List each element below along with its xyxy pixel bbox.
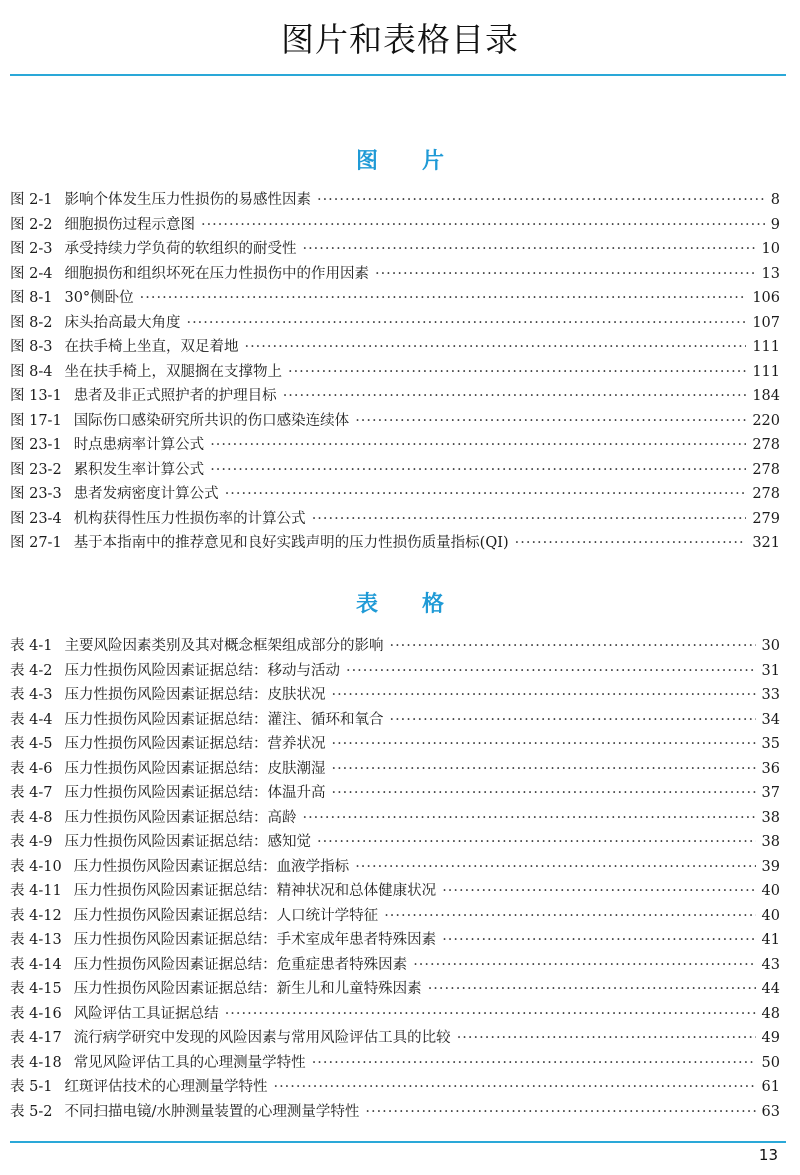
entry-page: 9 (770, 216, 780, 233)
entry-page: 40 (761, 907, 780, 924)
entry-number: 图 23-2 (10, 461, 62, 478)
leader-dots (331, 732, 755, 757)
entry-title: 压力性损伤风险因素证据总结：感知觉 (64, 834, 311, 850)
figure-entry[interactable] (10, 409, 780, 434)
entry-title: 国际伤口感染研究所共识的伤口感染连续体 (73, 412, 350, 429)
table-entry[interactable] (10, 928, 780, 953)
entry-page: 107 (752, 314, 780, 331)
leader-dots (302, 237, 755, 262)
leader-dots (331, 757, 755, 782)
entry-number: 图 8-4 (10, 363, 53, 380)
entry-page: 33 (761, 687, 780, 703)
entry-number: 图 13-1 (10, 388, 62, 404)
entry-page: 49 (761, 1030, 780, 1046)
entry-page: 106 (752, 290, 780, 306)
entry-number: 表 4-15 (10, 981, 62, 997)
entry-title: 床头抬高最大角度 (64, 314, 181, 331)
entry-number: 表 4-3 (10, 687, 53, 703)
entry-title: 基于本指南中的推荐意见和良好实践声明的压力性损伤质量指标(QI) (73, 535, 509, 551)
figure-entry[interactable] (10, 384, 780, 409)
entry-title: 压力性损伤风险因素证据总结：血液学指标 (73, 858, 350, 875)
table-entry[interactable] (10, 1002, 780, 1027)
entry-title: 风险评估工具证据总结 (73, 1005, 219, 1022)
entry-title: 累积发生率计算公式 (73, 461, 205, 478)
entry-page: 35 (761, 736, 780, 752)
figure-entry[interactable] (10, 507, 780, 532)
tables-list (10, 634, 780, 1124)
entry-number: 图 2-4 (10, 265, 53, 282)
page-number: 13 (758, 1146, 778, 1164)
leader-dots (365, 1100, 755, 1125)
figure-entry[interactable] (10, 311, 780, 336)
entry-title: 流行病学研究中发现的风险因素与常用风险评估工具的比较 (73, 1030, 451, 1046)
figure-entry[interactable] (10, 262, 780, 287)
entry-page: 111 (752, 339, 780, 355)
figure-entry[interactable] (10, 458, 780, 483)
figure-entry[interactable] (10, 286, 780, 311)
leader-dots (201, 213, 765, 238)
leader-dots (210, 433, 746, 458)
leader-dots (355, 855, 755, 880)
entry-number: 图 2-1 (10, 192, 53, 208)
entry-title: 压力性损伤风险因素证据总结：营养状况 (64, 736, 326, 752)
table-entry[interactable] (10, 1051, 780, 1076)
entry-title: 时点患病率计算公式 (73, 437, 205, 453)
entry-page: 278 (752, 437, 780, 453)
entry-page: 44 (761, 981, 780, 997)
entry-number: 表 4-9 (10, 834, 53, 850)
entry-title: 红斑评估技术的心理测量学特性 (64, 1079, 268, 1095)
entry-page: 220 (752, 412, 780, 429)
entry-number: 表 4-14 (10, 956, 62, 973)
entry-page: 8 (770, 192, 780, 208)
entry-number: 图 8-3 (10, 339, 53, 355)
entry-title: 压力性损伤风险因素证据总结：新生儿和儿童特殊因素 (73, 981, 422, 997)
table-entry[interactable] (10, 781, 780, 806)
entry-title: 30°侧卧位 (64, 290, 134, 306)
tables-heading: 表 格 (355, 592, 444, 617)
entry-number: 图 23-1 (10, 437, 62, 453)
leader-dots (210, 458, 746, 483)
entry-title: 压力性损伤风险因素证据总结：皮肤状况 (64, 687, 326, 703)
figure-entry[interactable] (10, 433, 780, 458)
entry-number: 表 4-8 (10, 809, 53, 826)
leader-dots (389, 634, 755, 659)
entry-number: 表 4-13 (10, 932, 62, 948)
table-entry[interactable] (10, 830, 780, 855)
entry-page: 36 (761, 760, 780, 777)
entry-title: 细胞损伤和组织坏死在压力性损伤中的作用因素 (64, 265, 369, 282)
leader-dots (442, 928, 755, 953)
leader-dots (225, 482, 747, 507)
entry-page: 10 (761, 241, 780, 257)
figure-entry[interactable] (10, 531, 780, 556)
entry-title: 在扶手椅上坐直，双足着地 (64, 339, 239, 355)
entry-number: 图 27-1 (10, 535, 62, 551)
entry-title: 压力性损伤风险因素证据总结：手术室成年患者特殊因素 (73, 932, 437, 948)
table-entry[interactable] (10, 659, 780, 684)
footer-rule (10, 1141, 786, 1143)
leader-dots (346, 659, 756, 684)
table-entry[interactable] (10, 953, 780, 978)
entry-number: 图 2-2 (10, 216, 53, 233)
leader-dots (331, 683, 755, 708)
entry-page: 38 (761, 809, 780, 826)
figure-entry[interactable] (10, 360, 780, 385)
table-entry[interactable] (10, 634, 780, 659)
entry-number: 表 4-4 (10, 711, 53, 728)
figures-heading: 图 片 (355, 149, 444, 174)
entry-title: 患者发病密度计算公式 (73, 486, 219, 502)
leader-dots (428, 977, 756, 1002)
entry-number: 表 5-1 (10, 1079, 53, 1095)
entry-page: 61 (761, 1079, 780, 1095)
entry-number: 表 4-7 (10, 785, 53, 801)
entry-page: 48 (761, 1005, 780, 1022)
entry-number: 表 4-2 (10, 662, 53, 679)
entry-page: 37 (761, 785, 780, 801)
leader-dots (457, 1026, 756, 1051)
entry-title: 压力性损伤风险因素证据总结：人口统计学特征 (73, 907, 379, 924)
leader-dots (389, 708, 755, 733)
leader-dots (442, 879, 755, 904)
entry-number: 表 4-17 (10, 1030, 62, 1046)
table-entry[interactable] (10, 806, 780, 831)
entry-number: 表 4-11 (10, 883, 62, 899)
table-entry[interactable] (10, 977, 780, 1002)
leader-dots (273, 1075, 755, 1100)
leader-dots (225, 1002, 756, 1027)
entry-title: 坐在扶手椅上，双腿搁在支撑物上 (64, 363, 282, 380)
entry-title: 压力性损伤风险因素证据总结：危重症患者特殊因素 (73, 956, 408, 973)
leader-dots (288, 360, 746, 385)
leader-dots (302, 806, 755, 831)
leader-dots (244, 335, 746, 360)
leader-dots (312, 507, 747, 532)
entry-page: 278 (752, 461, 780, 478)
header-rule (10, 74, 786, 76)
table-entry[interactable] (10, 732, 780, 757)
leader-dots (375, 262, 756, 287)
entry-page: 38 (761, 834, 780, 850)
leader-dots (140, 286, 747, 311)
entry-page: 63 (761, 1103, 780, 1120)
figure-entry[interactable] (10, 188, 780, 213)
entry-title: 主要风险因素类别及其对概念框架组成部分的影响 (64, 638, 384, 654)
entry-page: 278 (752, 486, 780, 502)
entry-title: 患者及非正式照护者的护理目标 (73, 388, 277, 404)
table-entry[interactable] (10, 904, 780, 929)
entry-number: 图 23-3 (10, 486, 62, 502)
entry-page: 41 (761, 932, 780, 948)
entry-number: 表 4-18 (10, 1054, 62, 1071)
figures-list (10, 188, 780, 556)
leader-dots (355, 409, 746, 434)
table-entry[interactable] (10, 708, 780, 733)
entry-page: 30 (761, 638, 780, 654)
leader-dots (317, 188, 765, 213)
entry-number: 表 4-1 (10, 638, 53, 654)
table-entry[interactable] (10, 1026, 780, 1051)
leader-dots (186, 311, 746, 336)
leader-dots (283, 384, 747, 409)
entry-page: 321 (752, 535, 780, 551)
entry-page: 184 (752, 388, 780, 404)
page-title: 图片和表格目录 (281, 20, 519, 59)
leader-dots (413, 953, 755, 978)
table-entry[interactable] (10, 855, 780, 880)
leader-dots (515, 531, 747, 556)
entry-title: 常见风险评估工具的心理测量学特性 (73, 1054, 306, 1071)
entry-page: 40 (761, 883, 780, 899)
entry-number: 图 8-1 (10, 290, 53, 306)
leader-dots (312, 1051, 756, 1076)
entry-page: 13 (761, 265, 780, 282)
entry-title: 压力性损伤风险因素证据总结：精神状况和总体健康状况 (73, 883, 437, 899)
figure-entry[interactable] (10, 237, 780, 262)
entry-number: 表 4-5 (10, 736, 53, 752)
entry-title: 机构获得性压力性损伤率的计算公式 (73, 510, 306, 527)
entry-title: 压力性损伤风险因素证据总结：移动与活动 (64, 662, 340, 679)
entry-page: 279 (752, 510, 780, 527)
entry-number: 图 8-2 (10, 314, 53, 331)
table-entry[interactable] (10, 683, 780, 708)
entry-title: 压力性损伤风险因素证据总结：灌注、循环和氧合 (64, 711, 384, 728)
entry-number: 图 2-3 (10, 241, 53, 257)
entry-title: 不同扫描电镜/水肿测量装置的心理测量学特性 (64, 1103, 360, 1120)
entry-number: 表 4-16 (10, 1005, 62, 1022)
entry-title: 压力性损伤风险因素证据总结：体温升高 (64, 785, 326, 801)
table-entry[interactable] (10, 757, 780, 782)
entry-title: 承受持续力学负荷的软组织的耐受性 (64, 241, 297, 257)
entry-number: 表 4-12 (10, 907, 62, 924)
figure-entry[interactable] (10, 482, 780, 507)
entry-title: 细胞损伤过程示意图 (64, 216, 195, 233)
entry-number: 表 5-2 (10, 1103, 53, 1120)
entry-page: 34 (761, 711, 780, 728)
entry-page: 43 (761, 956, 780, 973)
entry-title: 压力性损伤风险因素证据总结：高龄 (64, 809, 297, 826)
table-entry[interactable] (10, 879, 780, 904)
figure-entry[interactable] (10, 335, 780, 360)
leader-dots (331, 781, 755, 806)
leader-dots (317, 830, 756, 855)
table-entry[interactable] (10, 1100, 780, 1125)
entry-number: 表 4-10 (10, 858, 62, 875)
entry-page: 111 (752, 363, 780, 380)
entry-number: 表 4-6 (10, 760, 53, 777)
entry-number: 图 23-4 (10, 510, 62, 527)
table-entry[interactable] (10, 1075, 780, 1100)
entry-title: 压力性损伤风险因素证据总结：皮肤潮湿 (64, 760, 326, 777)
entry-page: 39 (761, 858, 780, 875)
entry-title: 影响个体发生压力性损伤的易感性因素 (64, 192, 311, 208)
leader-dots (384, 904, 755, 929)
entry-page: 50 (761, 1054, 780, 1071)
figure-entry[interactable] (10, 213, 780, 238)
entry-number: 图 17-1 (10, 412, 62, 429)
entry-page: 31 (761, 662, 780, 679)
